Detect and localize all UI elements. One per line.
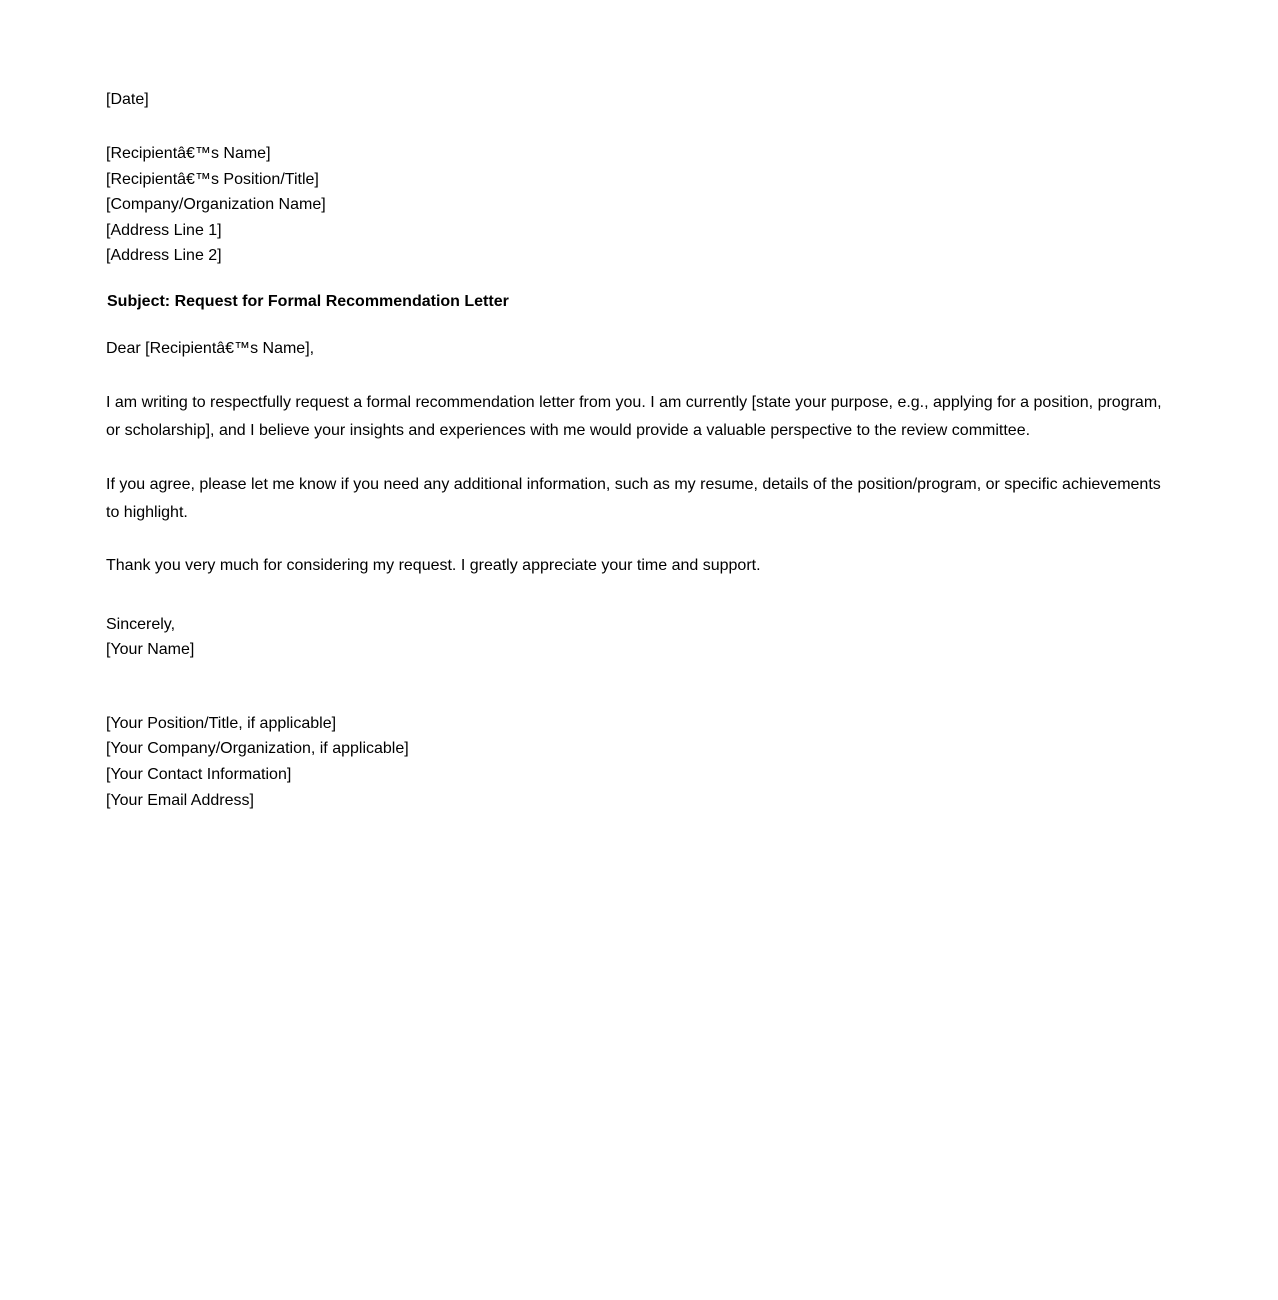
subject-line: Subject: Request for Formal Recommendation Letter [107,293,509,310]
recipient-company: [Company/Organization Name] [106,196,326,213]
recipient-address-line-1: [Address Line 1] [106,222,222,239]
signer-name: [Your Name] [106,641,195,658]
recipient-address-line-2: [Address Line 2] [106,247,222,264]
body-paragraph-3: Thank you very much for considering my request. I greatly appreciate your time and support. [106,557,761,574]
signer-company: [Your Company/Organization, if applicable] [106,740,409,757]
body-paragraph-1: I am writing to respectfully request a formal recommendation letter from you. I am currently [state your purpose, e.g., applying for a position, program, or scholarship], and I believe your insights and experiences with me would provide a valuable perspective to the review committee. [106,394,1162,439]
signer-position: [Your Position/Title, if applicable] [106,715,337,732]
closing: Sincerely, [106,616,176,633]
signer-email: [Your Email Address] [106,792,254,809]
date-line: [Date] [106,91,149,108]
signer-contact: [Your Contact Information] [106,766,292,783]
salutation: Dear [Recipientâ€™s Name], [106,340,315,357]
recipient-position: [Recipientâ€™s Position/Title] [106,171,319,188]
recipient-name: [Recipientâ€™s Name] [106,145,271,162]
body-paragraph-2: If you agree, please let me know if you need any additional information, such as my resume, details of the position/program, or specific achievements to highlight. [106,476,1161,521]
